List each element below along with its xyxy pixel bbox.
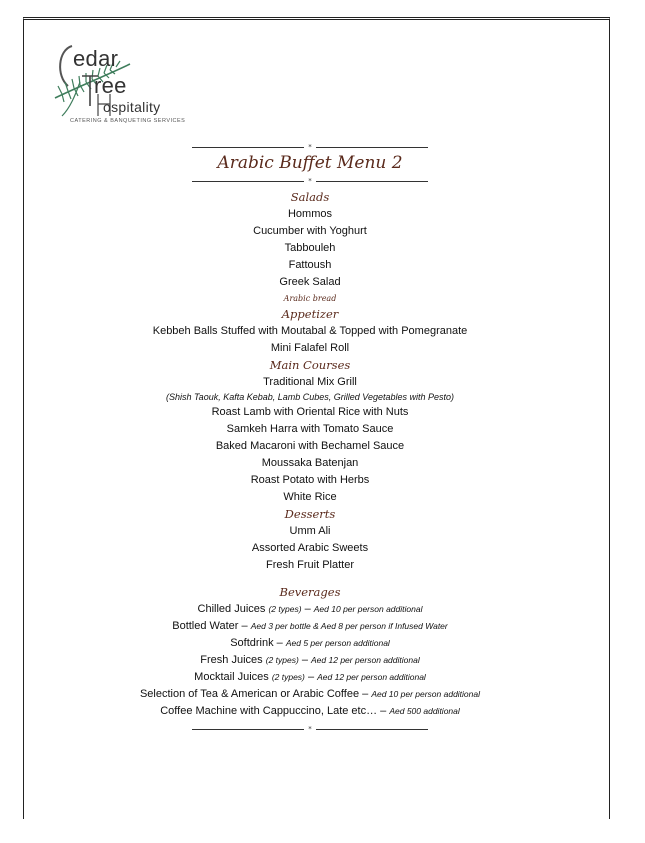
menu-item: Greek Salad: [279, 276, 341, 288]
beverage-item: Bottled Water – Aed 3 per bottle & Aed 8 per person if Infused Water: [172, 620, 448, 632]
beverage-item: Mocktail Juices (2 types) – Aed 12 per person additional: [194, 671, 426, 683]
menu-item: Fattoush: [288, 259, 332, 271]
ornament-star: *: [304, 725, 316, 733]
cedar-tree-logo: [50, 36, 190, 128]
salads-note: Arabic bread: [283, 294, 337, 303]
end-divider: [192, 724, 428, 734]
menu-body: [40, 189, 580, 734]
menu-item: Roast Potato with Herbs: [250, 474, 370, 486]
logo-word-cedar: edar: [73, 46, 119, 71]
menu-item: Kebbeh Balls Stuffed with Moutabal & Topped with Pomegranate: [152, 325, 468, 337]
menu-item: Umm Ali: [289, 525, 331, 537]
beverage-item: Softdrink – Aed 5 per person additional: [230, 637, 390, 649]
logo-word-tree: ree: [94, 73, 127, 98]
menu-title-block: [192, 143, 428, 185]
beverage-item: Selection of Tea & American or Arabic Coffee – Aed 10 per person additional: [139, 688, 481, 700]
menu-item: White Rice: [283, 491, 337, 503]
menu-item: Tabbouleh: [284, 242, 336, 254]
section-heading-beverages: Beverages: [279, 585, 341, 599]
beverage-item: Coffee Machine with Cappuccino, Late etc… – Aed 500 additional: [160, 705, 460, 717]
section-heading-desserts: Desserts: [284, 507, 336, 521]
logo-tagline: CATERING & BANQUETING SERVICES: [70, 118, 186, 124]
menu-item: Assorted Arabic Sweets: [251, 542, 369, 554]
menu-item: Baked Macaroni with Bechamel Sauce: [215, 440, 405, 452]
menu-item: Mini Falafel Roll: [270, 342, 350, 354]
menu-item-note: (Shish Taouk, Kafta Kebab, Lamb Cubes, Grilled Vegetables with Pesto): [166, 392, 454, 402]
menu-item: Hommos: [287, 208, 332, 220]
beverage-item: Chilled Juices (2 types) – Aed 10 per person additional: [197, 603, 423, 615]
ornament-star: *: [304, 177, 316, 185]
ornament-star: *: [304, 143, 316, 151]
menu-item: Roast Lamb with Oriental Rice with Nuts: [211, 406, 409, 418]
menu-item: Samkeh Harra with Tomato Sauce: [226, 423, 394, 435]
section-heading-appetizer: Appetizer: [281, 307, 339, 321]
menu-item: Moussaka Batenjan: [261, 457, 359, 469]
section-heading-salads: Salads: [290, 190, 330, 204]
menu-item: Fresh Fruit Platter: [265, 559, 355, 571]
logo-word-hospitality: ospitality: [103, 99, 161, 115]
menu-item: Traditional Mix Grill: [263, 376, 357, 388]
beverage-item: Fresh Juices (2 types) – Aed 12 per person additional: [200, 654, 420, 666]
page-title: Arabic Buffet Menu 2: [217, 153, 403, 173]
menu-item: Cucumber with Yoghurt: [253, 225, 367, 237]
section-heading-main-courses: Main Courses: [269, 358, 351, 372]
